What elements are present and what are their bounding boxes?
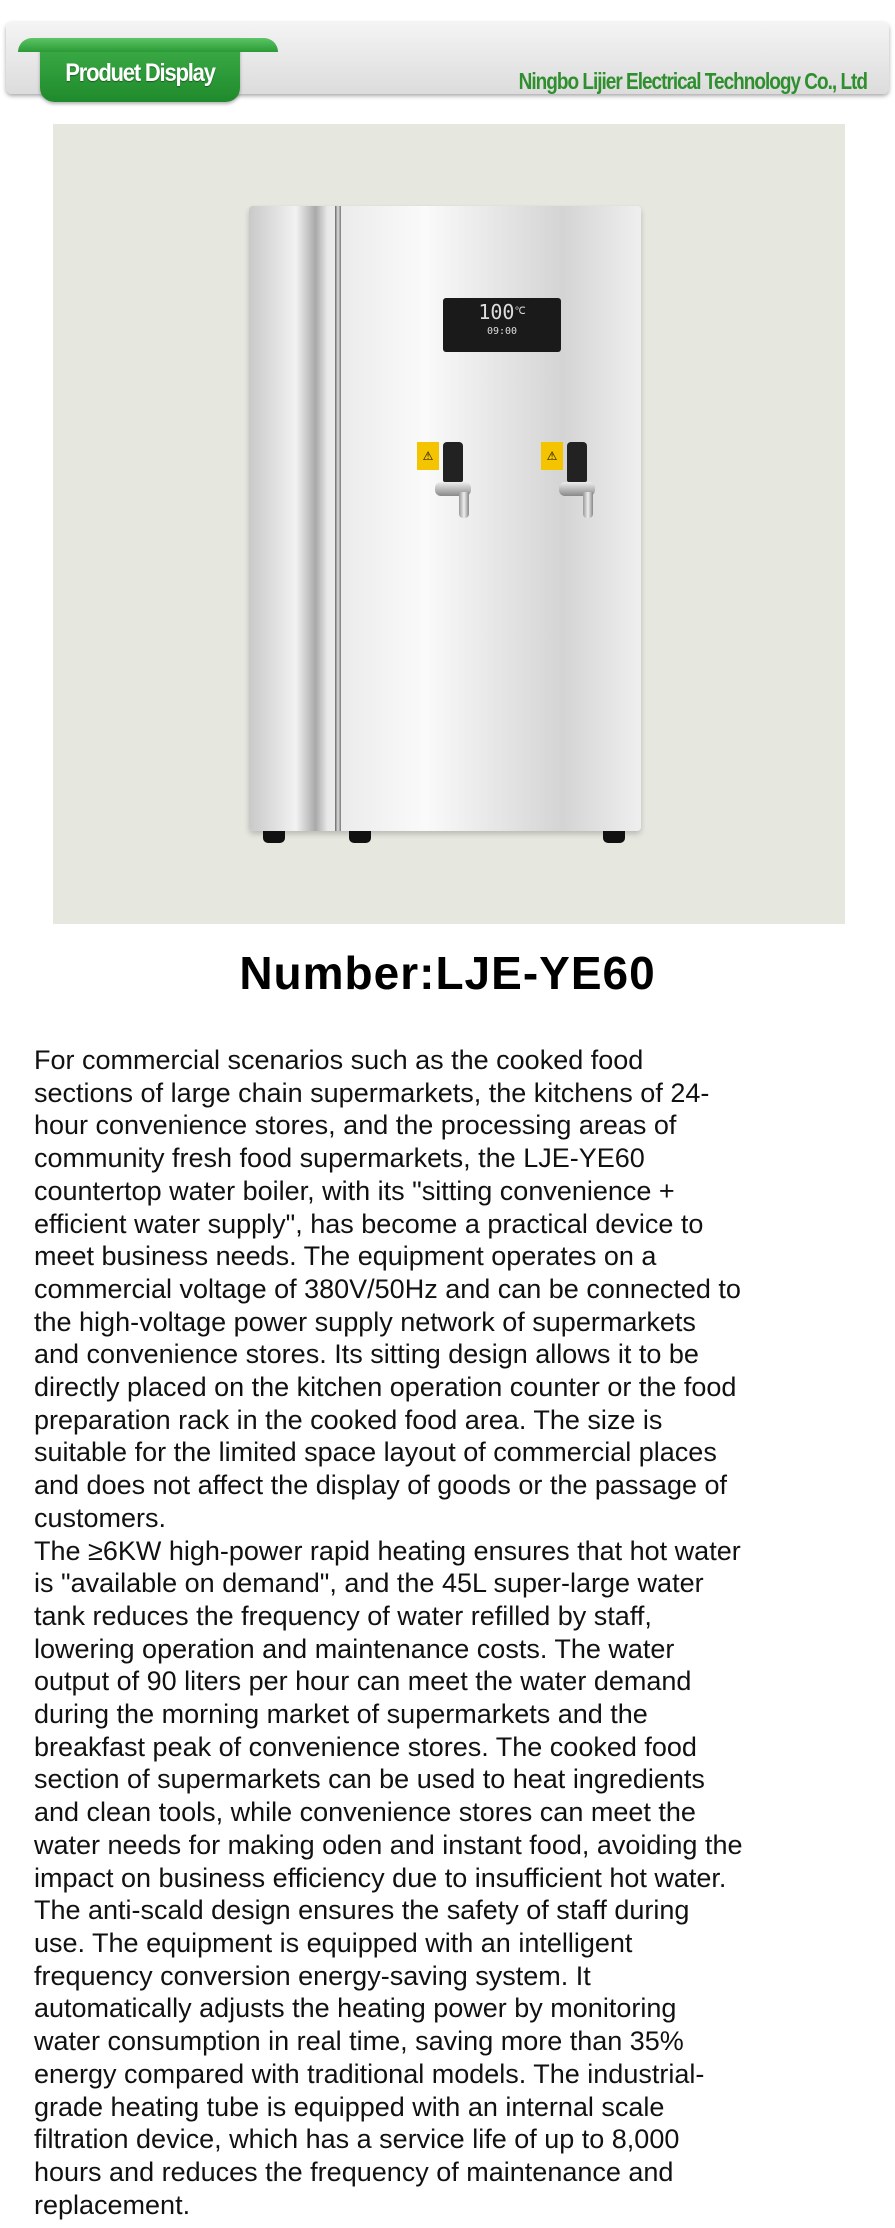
description-line: lowering operation and maintenance costs. The water [34, 1633, 675, 1664]
description-line: customers. [34, 1502, 167, 1533]
model-number [0, 946, 895, 1000]
model-number-label: Number: [239, 947, 436, 999]
description-line: commercial voltage of 380V/50Hz and can be connected to [34, 1273, 741, 1304]
foot [603, 831, 625, 843]
warning-icon: ⚠ [541, 442, 563, 470]
foot [263, 831, 285, 843]
description-line: preparation rack in the cooked food area. The size is [34, 1404, 663, 1435]
description-line: breakfast peak of convenience stores. The cooked food [34, 1731, 697, 1762]
description-line: hour convenience stores, and the processing areas of [34, 1110, 677, 1141]
model-number-value: LJE-YE60 [435, 947, 656, 999]
description-line: The ≥6KW high-power rapid heating ensures that hot water [34, 1535, 741, 1566]
company-name: Ningbo Lijier Electrical Technology Co., Ltd [518, 69, 867, 95]
product-description [34, 1044, 884, 2221]
description-line: and does not affect the display of goods or the passage of [34, 1470, 727, 1501]
description-line: frequency conversion energy-saving system. It [34, 1960, 591, 1991]
description-line: and convenience stores. Its sitting design allows it to be [34, 1339, 699, 1370]
description-line: and clean tools, while convenience stores can meet the [34, 1797, 696, 1828]
description-line: For commercial scenarios such as the cooked food [34, 1045, 644, 1075]
description-line: grade heating tube is equipped with an internal scale [34, 2091, 665, 2122]
description-line: energy compared with traditional models. The industrial- [34, 2058, 705, 2089]
description-line: suitable for the limited space layout of commercial places [34, 1437, 717, 1468]
section-tab-label: Produet Display [65, 58, 215, 87]
water-tap-right [546, 442, 599, 532]
description-line: efficient water supply", has become a practical device to [34, 1208, 704, 1239]
warning-icon: ⚠ [417, 442, 439, 470]
description-line: sections of large chain supermarkets, the kitchens of 24- [34, 1077, 710, 1108]
description-line: automatically adjusts the heating power by monitoring [34, 1993, 677, 2024]
section-tab [40, 38, 240, 102]
description-line: use. The equipment is equipped with an intelligent [34, 1927, 633, 1958]
water-tap-left [422, 442, 475, 532]
description-line: directly placed on the kitchen operation counter or the food [34, 1372, 737, 1403]
display-temp: 100 [478, 300, 515, 324]
description-line: filtration device, which has a service life of up to 8,000 [34, 2124, 680, 2155]
description-line: hours and reduces the frequency of maintenance and [34, 2156, 674, 2187]
product-photo [53, 124, 845, 924]
description-line: countertop water boiler, with its "sitting convenience + [34, 1175, 675, 1206]
description-line: water consumption in real time, saving more than 35% [34, 2026, 684, 2057]
description-line: The anti-scald design ensures the safety of staff during [34, 1895, 690, 1926]
description-line: is "available on demand", and the 45L super-large water [34, 1568, 704, 1599]
description-line: tank reduces the frequency of water refilled by staff, [34, 1600, 652, 1631]
header-banner [6, 22, 889, 94]
display-clock: 09:00 [486, 326, 518, 337]
description-line: output of 90 liters per hour can meet the water demand [34, 1666, 692, 1697]
description-line: impact on business efficiency due to insufficient hot water. [34, 1862, 727, 1893]
foot [349, 831, 371, 843]
description-line: section of supermarkets can be used to heat ingredients [34, 1764, 705, 1795]
description-line: community fresh food supermarkets, the LJE-YE60 [34, 1143, 645, 1174]
digital-display [443, 298, 561, 352]
door-seam [335, 206, 341, 831]
description-line: the high-voltage power supply network of supermarkets [34, 1306, 696, 1337]
description-line: water needs for making oden and instant food, avoiding the [34, 1829, 743, 1860]
water-boiler [249, 206, 641, 831]
description-line: replacement. [34, 2189, 191, 2220]
description-line: during the morning market of supermarkets and the [34, 1699, 648, 1730]
description-line: meet business needs. The equipment operates on a [34, 1241, 657, 1272]
display-unit: ℃ [514, 306, 526, 317]
